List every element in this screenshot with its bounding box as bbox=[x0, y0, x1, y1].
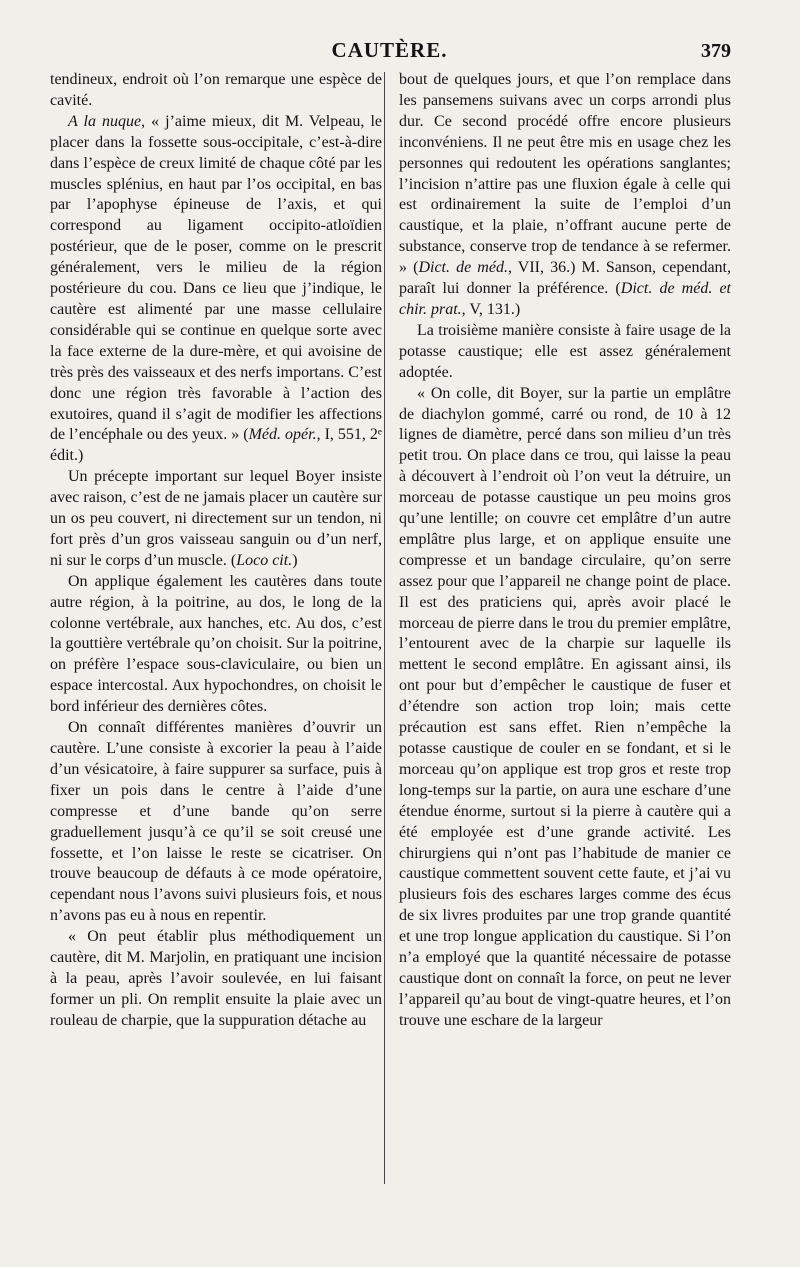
left-text-column bbox=[50, 70, 382, 1032]
italic-text: Dict. de méd. et chir. prat. bbox=[399, 280, 732, 318]
text-run: tendineux, endroit où l’on remarque une espèce de cavité. bbox=[50, 71, 382, 109]
paragraph bbox=[399, 384, 731, 1032]
text-run: , VII, 36.) M. Sanson, cependant, paraît lui donner la préférence. ( bbox=[399, 259, 732, 298]
paragraph bbox=[399, 321, 731, 384]
text-run: , V, 131.) bbox=[461, 300, 521, 318]
text-run: La troisième manière consiste à faire usage de la potasse caustique; elle est assez généralement adoptée. bbox=[399, 321, 731, 381]
paragraph bbox=[50, 70, 382, 112]
text-run: « On peut établir plus méthodiquement un cautère, dit M. Marjolin, en pratiquant une incision à la peau, après l’avoir soulevée, en lui faisant former un pli. On remplit ensuite la plaie avec un rouleau de charpie, que la suppuration détache au bbox=[50, 928, 382, 1029]
paragraph bbox=[50, 572, 382, 718]
page-title: CAUTÈRE. bbox=[331, 38, 448, 62]
paragraph bbox=[50, 467, 382, 572]
text-run: , I, 551, 2ᵉ édit.) bbox=[50, 426, 383, 465]
right-text-column bbox=[399, 70, 731, 1032]
text-run: On connaît différentes manières d’ouvrir un cautère. L’une consiste à excorier la peau à l’aide d’un vésicatoire, à faire suppurer sa surface, puis à fixer un pois dans le centre à l’aide d’une compresse et d’une bande qu’on serre graduellement jusqu’à ce qu’il se soit creusé une fossette, et l’on laisse le reste se cicatriser. On trouve beaucoup de défauts à ce mode opératoire, cependant nous l’avons suivi plusieurs fois, et nous n’avons pas eu à nous en repentir. bbox=[50, 719, 382, 925]
text-run: « On colle, dit Boyer, sur la partie un emplâtre de diachylon gommé, carré ou rond, de 10 à 12 lignes de diamètre, percé dans son milieu d’un très petit trou. On place dans ce trou, qui laisse la peau à découvert à l’endroit où l’on veut la détruire, un morceau de potasse caustique un peu moins gros qu’une lentille; on couvre cet emplâtre d’un autre emplâtre plus large, et on applique ensuite une compresse et un bandage circulaire, qu’on serre assez pour que l’appareil ne change point de place. Il est des praticiens qui, après avoir placé le morceau de pierre dans le trou du premier emplâtre, l’entourent avec de la charpie sur laquelle ils mettent le second emplâtre. En agissant ainsi, ils ont pour but d’empêcher le caustique de fuser et d’étendre son action trop loin; mais cette précaution est sans effet. Rien n’empêche la potasse caustique de couler en se fondant, et si le morceau qu’on applique est trop gros et reste trop long-temps sur la partie, on aura une eschare d’une étendue énorme, surtout si la pierre à cautère qui a été employée est d’une grande activité. Les chirurgiens qui n’ont pas l’habitude de manier ce caustique commettent souvent cette faute, et j’ai vu plusieurs fois des eschares larges comme des écus de six livres produites par une trop grande quantité et une trop longue application du caustique. Si l’on n’a employé que la quantité nécessaire de potasse caustique dont on connaît la force, on peut ne lever l’appareil qu’au bout de vingt-quatre heures, et l’on trouve une eschare de la largeur bbox=[399, 384, 731, 1029]
paragraph bbox=[50, 112, 382, 467]
paragraph bbox=[399, 70, 731, 321]
paragraph bbox=[50, 718, 382, 927]
text-run: ) bbox=[292, 551, 298, 569]
column-divider bbox=[384, 72, 385, 1184]
running-head bbox=[48, 38, 731, 68]
text-run: bout de quelques jours, et que l’on remplace dans les pansemens suivans avec un corps arrondi plus dur. Ce second procédé offre encore plusieurs inconvéniens. Il ne peut être mis en usage chez les personnes qui redoutent les opérations sanglantes; l’incision n’attire pas une fluxion égale à celle qui est ordinairement la suite de l’emploi d’un caustique, et la plaie, n’offrant aucune perte de substance, conserve trop de tendance à se refermer. » ( bbox=[399, 71, 731, 277]
text-run: Un précepte important sur lequel Boyer insiste avec raison, c’est de ne jamais placer un cautère sur un os peu couvert, ni directement sur un tendon, ni fort près d’un gros vaisseau sanguin ou d’un nerf, ni sur le corps d’un muscle. ( bbox=[50, 468, 382, 569]
paragraph bbox=[50, 927, 382, 1032]
italic-text: A la nuque bbox=[68, 112, 142, 130]
italic-text: Méd. opér. bbox=[248, 426, 317, 444]
page-number: 379 bbox=[701, 40, 731, 62]
text-run: , « j’aime mieux, dit M. Velpeau, le placer dans la fossette sous-occipitale, c’est-à-dire dans l’espèce de creux limité de chaque côté par les muscles splénius, en haut par l’os occipital, en bas par l’apophyse épineuse de l’axis, et qui correspond au ligament occipito-atloïdien postérieur, que de le poser, comme on le prescrit généralement, vers le milieu de la région postérieure du cou. Dans ce lieu que j’indique, le cautère est alimenté par une masse cellulaire considérable qui se continue en quelque sorte avec la face externe de la dure-mère, et qui avoisine de très près des vaisseaux et des nerfs importans. C’est donc une région très favorable à l’action des exutoires, quand il s’agit de modifier les affections de l’encéphale ou des yeux. » ( bbox=[50, 112, 383, 444]
italic-text: Loco cit. bbox=[236, 551, 293, 569]
text-run: On applique également les cautères dans toute autre région, à la poitrine, au dos, le long de la colonne vertébrale, aux hanches, etc. Au dos, c’est la gouttière vertébrale qu’on choisit. Sur la poitrine, on préfère l’espace sous-claviculaire, ou bien un espace intercostal. Aux hypochondres, on choisit le bord inférieur des dernières côtes. bbox=[50, 572, 382, 716]
italic-text: Dict. de méd. bbox=[418, 259, 508, 277]
